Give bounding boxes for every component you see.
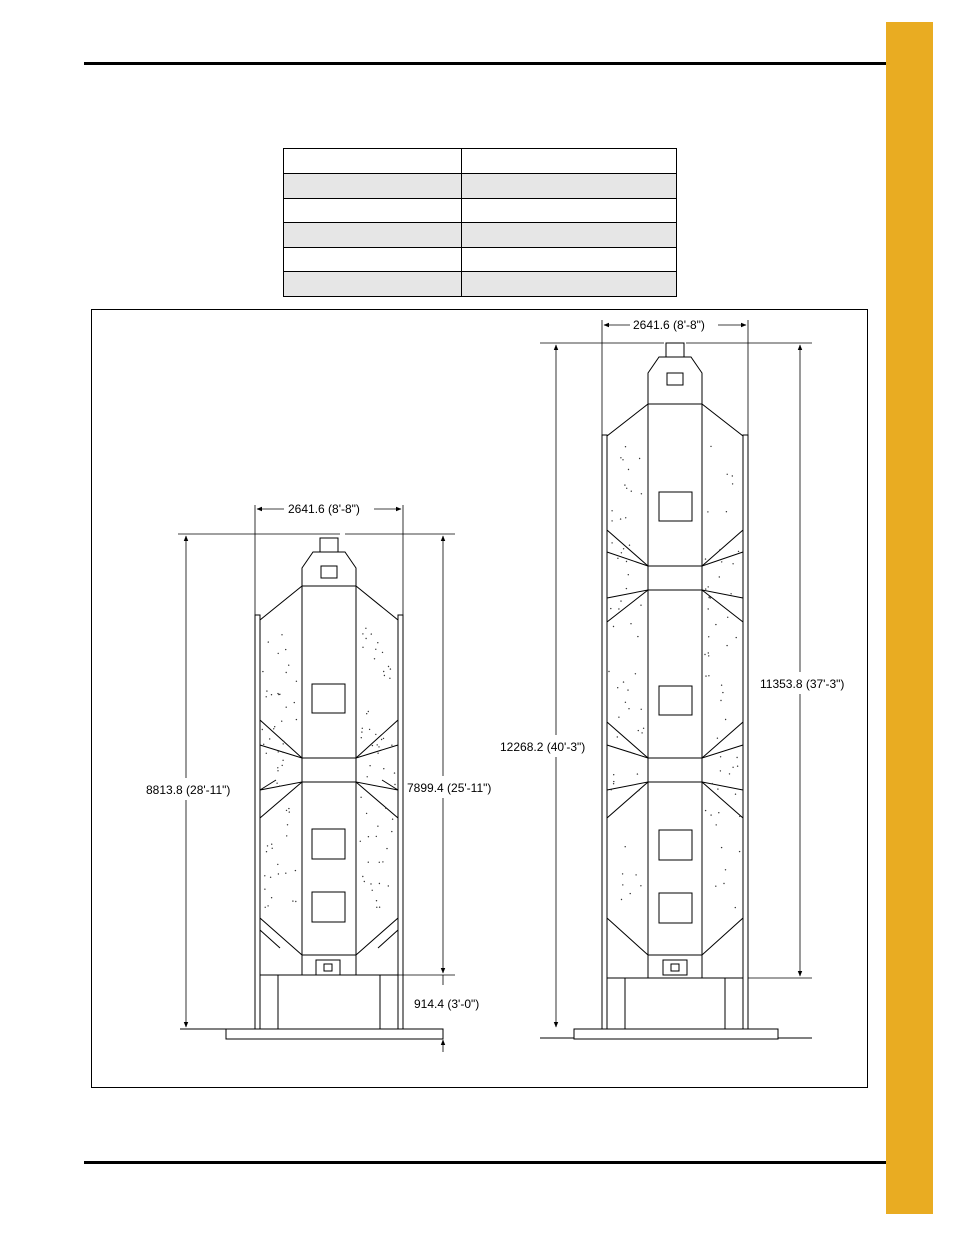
stipple-dot: [266, 690, 267, 691]
stipple-dot: [273, 728, 274, 729]
stipple-dot: [707, 511, 708, 512]
stipple-dot: [708, 608, 709, 609]
stipple-dot: [292, 900, 293, 901]
stipple-dot: [726, 511, 727, 512]
stipple-dot: [611, 542, 612, 543]
stipple-dot: [262, 671, 263, 672]
stipple-dot: [618, 608, 619, 609]
stipple-dot: [732, 475, 733, 476]
stipple-dot: [294, 702, 295, 703]
stipple-dot: [716, 824, 717, 825]
stipple-dot: [377, 744, 378, 745]
stipple-dot: [727, 474, 728, 475]
stipple-dot: [736, 757, 737, 758]
stipple-dot: [269, 738, 270, 739]
stipple-dot: [626, 588, 627, 589]
stipple-dot: [281, 721, 282, 722]
stipple-dot: [715, 624, 716, 625]
stipple-dot: [368, 836, 369, 837]
stipple-dot: [630, 893, 631, 894]
stipple-dot: [266, 696, 267, 697]
stipple-dot: [705, 588, 706, 589]
stipple-dot: [376, 836, 377, 837]
stipple-dot: [715, 886, 716, 887]
stipple-dot: [367, 776, 368, 777]
stipple-dot: [382, 652, 383, 653]
stipple-dot: [278, 873, 279, 874]
stipple-dot: [391, 831, 392, 832]
stipple-dot: [267, 845, 268, 846]
stipple-dot: [377, 826, 378, 827]
stipple-dot: [277, 864, 278, 865]
stipple-dot: [270, 877, 271, 878]
stipple-dot: [730, 593, 731, 594]
stipple-dot: [376, 900, 377, 901]
stipple-dot: [296, 719, 297, 720]
stipple-dot: [611, 520, 612, 521]
stipple-dot: [286, 672, 287, 673]
stipple-dot: [372, 745, 373, 746]
stipple-dot: [621, 899, 622, 900]
stipple-dot: [623, 548, 624, 549]
stipple-dot: [617, 558, 618, 559]
stipple-dot: [626, 488, 627, 489]
stipple-dot: [374, 658, 375, 659]
stipple-dot: [640, 605, 641, 606]
stipple-dot: [739, 816, 740, 817]
stipple-dot: [295, 901, 296, 902]
stipple-dot: [735, 907, 736, 908]
stipple-dot: [394, 784, 395, 785]
stipple-dot: [705, 675, 706, 676]
stipple-dot: [360, 797, 361, 798]
stipple-dot: [271, 694, 272, 695]
stipple-dot: [726, 645, 727, 646]
stipple-dot: [384, 675, 385, 676]
stipple-dot: [379, 907, 380, 908]
stipple-dot: [620, 457, 621, 458]
short-base-height-dim: 914.4 (3'-0"): [414, 997, 480, 1011]
stipple-dot: [719, 549, 720, 550]
stipple-dot: [736, 637, 737, 638]
stipple-dot: [391, 745, 392, 746]
stipple-dot: [271, 897, 272, 898]
stipple-dot: [641, 732, 642, 733]
stipple-dot: [278, 694, 279, 695]
stipple-dot: [732, 767, 733, 768]
stipple-dot: [630, 623, 631, 624]
stipple-dot: [635, 874, 636, 875]
stipple-dot: [371, 633, 372, 634]
stipple-dot: [613, 783, 614, 784]
stipple-dot: [739, 851, 740, 852]
stipple-dot: [720, 756, 721, 757]
stipple-dot: [278, 751, 279, 752]
stipple-dot: [723, 883, 724, 884]
stipple-dot: [623, 681, 624, 682]
stipple-dot: [361, 731, 362, 732]
stipple-dot: [377, 753, 378, 754]
stipple-dot: [625, 446, 626, 447]
stipple-dot: [621, 552, 622, 553]
stipple-dot: [364, 881, 365, 882]
stipple-dot: [389, 678, 390, 679]
stipple-dot: [708, 652, 709, 653]
stipple-dot: [709, 596, 710, 597]
stipple-dot: [286, 835, 287, 836]
stipple-dot: [266, 753, 267, 754]
stipple-dot: [641, 493, 642, 494]
stipple-dot: [375, 734, 376, 735]
stipple-dot: [618, 717, 619, 718]
stipple-dot: [382, 861, 383, 862]
stipple-dot: [281, 634, 282, 635]
stipple-dot: [628, 708, 629, 709]
stipple-dot: [376, 907, 377, 908]
stipple-dot: [718, 812, 719, 813]
tall-width-dim: 2641.6 (8'-8"): [633, 318, 705, 332]
stipple-dot: [268, 641, 269, 642]
tall-overall-height-dim: 12268.2 (40'-3"): [500, 740, 586, 754]
stipple-dot: [725, 869, 726, 870]
stipple-dot: [737, 766, 738, 767]
stipple-dot: [622, 873, 623, 874]
stipple-dot: [279, 785, 280, 786]
stipple-dot: [721, 847, 722, 848]
stipple-dot: [708, 586, 709, 587]
stipple-dot: [381, 739, 382, 740]
stipple-dot: [266, 851, 267, 852]
stipple-dot: [285, 873, 286, 874]
stipple-dot: [264, 889, 265, 890]
stipple-dot: [721, 685, 722, 686]
stipple-dot: [287, 824, 288, 825]
stipple-dot: [368, 711, 369, 712]
stipple-dot: [277, 770, 278, 771]
stipple-dot: [622, 459, 623, 460]
stipple-dot: [282, 760, 283, 761]
stipple-dot: [617, 736, 618, 737]
stipple-dot: [383, 738, 384, 739]
stipple-dot: [628, 574, 629, 575]
stipple-dot: [617, 687, 618, 688]
stipple-dot: [624, 484, 625, 485]
stipple-dot: [370, 883, 371, 884]
stipple-dot: [379, 862, 380, 863]
stipple-dot: [722, 692, 723, 693]
stipple-dot: [378, 746, 379, 747]
stipple-dot: [288, 665, 289, 666]
stipple-dot: [705, 558, 706, 559]
stipple-dot: [383, 768, 384, 769]
stipple-dot: [613, 626, 614, 627]
stipple-dot: [286, 810, 287, 811]
stipple-dot: [385, 808, 386, 809]
stipple-dot: [282, 765, 283, 766]
stipple-dot: [295, 870, 296, 871]
stipple-dot: [732, 483, 733, 484]
stipple-dot: [717, 738, 718, 739]
stipple-dot: [710, 597, 711, 598]
stipple-dot: [365, 638, 366, 639]
stipple-dot: [372, 890, 373, 891]
stipple-dot: [639, 458, 640, 459]
stipple-dot: [361, 737, 362, 738]
stipple-dot: [706, 564, 707, 565]
stipple-dot: [643, 728, 644, 729]
stipple-dot: [629, 752, 630, 753]
stipple-dot: [611, 789, 612, 790]
stipple-dot: [262, 729, 263, 730]
stipple-dot: [366, 813, 367, 814]
stipple-dot: [637, 773, 638, 774]
stipple-dot: [629, 545, 630, 546]
stipple-dot: [272, 848, 273, 849]
stipple-dot: [394, 772, 395, 773]
stipple-dot: [610, 608, 611, 609]
stipple-dot: [635, 673, 636, 674]
stipple-dot: [283, 741, 284, 742]
stipple-dot: [611, 510, 612, 511]
stipple-dot: [727, 617, 728, 618]
stipple-dot: [386, 848, 387, 849]
stipple-dot: [640, 885, 641, 886]
stipple-dot: [383, 671, 384, 672]
stipple-dot: [620, 518, 621, 519]
stipple-dot: [717, 788, 718, 789]
stipple-dot: [631, 491, 632, 492]
stipple-dot: [296, 681, 297, 682]
stipple-dot: [286, 707, 287, 708]
stipple-dot: [712, 783, 713, 784]
stipple-dot: [625, 702, 626, 703]
tall-body-height-dim: 11353.8 (37'-3"): [760, 677, 845, 691]
stipple-dot: [628, 469, 629, 470]
stipple-dot: [708, 636, 709, 637]
stipple-dot: [625, 846, 626, 847]
stipple-dot: [638, 790, 639, 791]
stipple-dot: [708, 597, 709, 598]
stipple-dot: [362, 876, 363, 877]
tall-tower-elevation: [540, 343, 812, 1039]
stipple-dot: [360, 841, 361, 842]
stipple-dot: [265, 907, 266, 908]
stipple-dot: [613, 781, 614, 782]
stipple-dot: [271, 844, 272, 845]
stipple-dot: [705, 810, 706, 811]
stipple-dot: [267, 905, 268, 906]
stipple-dot: [708, 675, 709, 676]
stipple-dot: [708, 655, 709, 656]
stipple-dot: [388, 666, 389, 667]
stipple-dot: [710, 814, 711, 815]
short-width-dim: 2641.6 (8'-8"): [288, 502, 360, 516]
stipple-dot: [264, 875, 265, 876]
stipple-dot: [613, 774, 614, 775]
stipple-dot: [369, 765, 370, 766]
stipple-dot: [620, 600, 621, 601]
short-body-height-dim: 7899.4 (25'-11"): [407, 781, 492, 795]
stipple-dot: [720, 700, 721, 701]
stipple-dot: [725, 719, 726, 720]
stipple-dot: [704, 654, 705, 655]
stipple-dot: [641, 709, 642, 710]
stipple-dot: [732, 563, 733, 564]
stipple-dot: [738, 551, 739, 552]
stipple-dot: [365, 628, 366, 629]
stipple-dot: [625, 517, 626, 518]
stipple-dot: [637, 636, 638, 637]
stipple-dot: [277, 767, 278, 768]
stipple-dot: [263, 744, 264, 745]
stipple-dot: [392, 819, 393, 820]
short-overall-height-dim: 8813.8 (28'-11"): [146, 783, 231, 797]
stipple-dot: [626, 561, 627, 562]
stipple-dot: [366, 713, 367, 714]
stipple-dot: [719, 576, 720, 577]
stipple-dot: [282, 752, 283, 753]
stipple-dot: [377, 642, 378, 643]
stipple-dot: [388, 885, 389, 886]
stipple-dot: [390, 668, 391, 669]
stipple-dot: [369, 729, 370, 730]
stipple-dot: [362, 647, 363, 648]
stipple-dot: [721, 561, 722, 562]
stipple-dot: [274, 726, 275, 727]
stipple-dot: [710, 446, 711, 447]
stipple-dot: [375, 649, 376, 650]
stipple-dot: [608, 671, 609, 672]
stipple-dot: [735, 794, 736, 795]
stipple-dot: [289, 811, 290, 812]
stipple-dot: [627, 689, 628, 690]
stipple-dot: [720, 770, 721, 771]
stipple-dot: [638, 730, 639, 731]
stipple-dot: [285, 649, 286, 650]
stipple-dot: [622, 884, 623, 885]
stipple-dot: [362, 633, 363, 634]
stipple-dot: [729, 773, 730, 774]
stipple-dot: [283, 743, 284, 744]
stipple-dot: [362, 728, 363, 729]
stipple-dot: [379, 883, 380, 884]
stipple-dot: [368, 862, 369, 863]
stipple-dot: [278, 653, 279, 654]
stipple-dot: [288, 808, 289, 809]
stipple-dot: [276, 783, 277, 784]
